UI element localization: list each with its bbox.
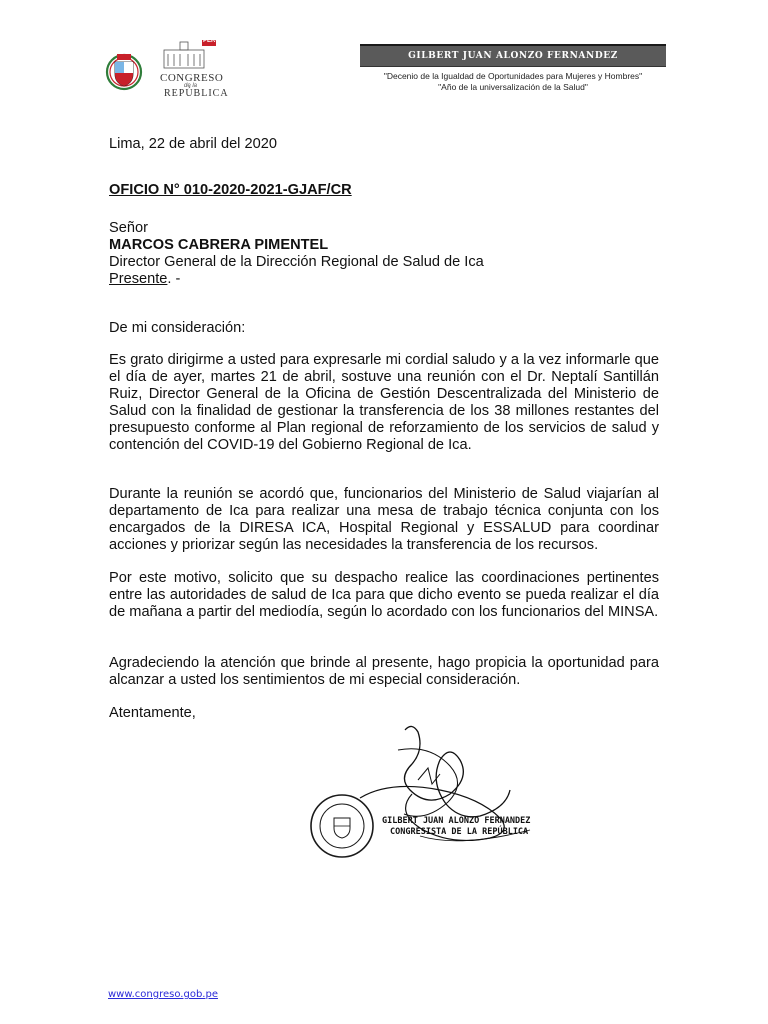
congress-logo xyxy=(104,36,229,104)
signature-block xyxy=(300,720,550,860)
paragraph-3: Por este motivo, solicito que su despacho realice las coordinaciones pertinentes entre las autoridades de salud de Ica para que dicho evento se pueda realizar el día de mañana a partir del mediodía, según lo acordado con los funcionarios del MINSA. xyxy=(109,570,659,620)
recipient-title: Director General de la Dirección Regional de Salud de Ica xyxy=(109,254,484,270)
stamp-name: GILBERT JUAN ALONZO FERNANDEZ xyxy=(382,816,531,826)
year-motto: "Año de la universalización de la Salud" xyxy=(438,82,588,92)
presente-line xyxy=(109,271,659,288)
salutation: Señor xyxy=(109,220,148,236)
peru-flag-label: PERÚ xyxy=(203,38,220,44)
decenio-motto: "Decenio de la Igualdad de Oportunidades para Mujeres y Hombres" xyxy=(383,71,643,81)
paragraph-4: Agradeciendo la atención que brinde al presente, hago propicia la oportunidad para alcanzar a usted los sentimientos de mi especial consideración. xyxy=(109,655,659,688)
paragraph-2: Durante la reunión se acordó que, funcionarios del Ministerio de Salud viajarían al departamento de Ica para realizar una mesa de trabajo técnica conjunta con los encargados de la DIRESA ICA, Hospital Regional y ESSALUD para coordinar acciones y priorizar según las necesidades la transferencia de los recursos. xyxy=(109,486,659,553)
paragraph-1: Es grato dirigirme a usted para expresarle mi cordial saludo y a la vez informarle que el día de ayer, martes 21 de abril, sostuve una reunión con el Dr. Neptalí Santillán Ruiz, Director General de la Oficina de Gestión Descentralizada del Ministerio de Salud con la finalidad de gestionar la transferencia de los 38 millones restantes del presupuesto conforme al Plan regional de reforzamiento de los servicios de salud y contención del COVID-19 del Gobierno Regional de Ica. xyxy=(109,352,659,453)
logo-word-congreso: CONGRESO xyxy=(160,72,224,84)
recipient-name: MARCOS CABRERA PIMENTEL xyxy=(109,237,329,253)
oficio-reference: OFICIO N° 010-2020-2021-GJAF/CR xyxy=(109,182,352,198)
logo-word-de-la: de la xyxy=(184,83,198,89)
closing: Atentamente, xyxy=(109,705,196,721)
website-link[interactable]: www.congreso.gob.pe xyxy=(108,989,218,1000)
presente-suffix: . - xyxy=(167,271,181,287)
presente-word: Presente xyxy=(109,271,168,287)
congressman-name-bar xyxy=(360,44,666,66)
greeting: De mi consideración: xyxy=(109,320,246,336)
handwritten-signature-icon xyxy=(300,720,550,860)
logo-word-republica: REPÚBLICA xyxy=(164,88,229,99)
place-date: Lima, 22 de abril del 2020 xyxy=(109,136,277,152)
stamp-title: CONGRESISTA DE LA REPÚBLICA xyxy=(390,827,529,837)
congressman-name: GILBERT JUAN ALONZO FERNANDEZ xyxy=(408,51,618,61)
header-divider xyxy=(360,66,666,67)
